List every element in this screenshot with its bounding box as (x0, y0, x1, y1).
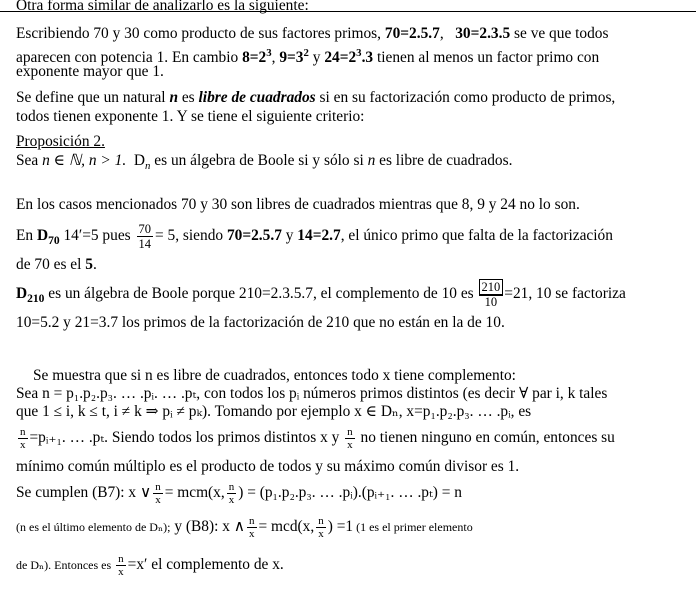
proposition-title: Proposición 2. (16, 133, 105, 150)
para4-line2: de 70 es el 5. (16, 256, 97, 273)
fraction-210-10: $\frac{210}{10}$ (481, 280, 501, 309)
para6-line6: Se cumplen (B7): x ∨ $\frac{n}{x}$ = mcm(x, $\frac{n}{x}$ ) = (p₁.p₂.p₃. … .pᵢ).(pᵢ₊₁. … .pₜ) = n (16, 480, 462, 506)
fraction-n-x-6: $\frac{n}{x}$ (318, 514, 324, 540)
para1-line3: exponente mayor que 1. (16, 63, 164, 80)
para6-line7: (n es el último elemento de Dₙ); y (B8): x ∧ $\frac{n}{x}$ = mcd(x, $\frac{n}{x}$ ) =1 (1 es el primer elemento (16, 514, 473, 540)
fraction-n-x-5: $\frac{n}{x}$ (249, 514, 255, 540)
fraction-n-x-7: $\frac{n}{x}$ (118, 552, 124, 578)
para6-line3: que 1 ≤ i, k ≤ t, i ≠ k ⇒ pᵢ ≠ pₖ). Tomando por ejemplo x ∈ Dₙ, x=p₁.p₂.p₃. … .pᵢ, es (16, 403, 532, 420)
para6-line4: $\frac{n}{x}$ =pᵢ₊₁. … .pₜ. Siendo todos los primos distintos x y $\frac{n}{x}$ no tienen ninguno en común, entonces su (20, 425, 615, 451)
fraction-n-x-3: $\frac{n}{x}$ (155, 480, 161, 506)
para1-line2: aparecen con potencia 1. En cambio $8=2^3$, $9=3^2$ y $24=2^3.3$ tienen al menos un factor primo con (16, 47, 600, 67)
para6-line8: de Dₙ). Entonces es $\frac{n}{x}$ =x′ el complemento de x. (16, 552, 284, 578)
para4-line1: En $D_{70}$ 14′=5 pues $\frac{70}{14}$ = 5, siendo 70=2.5.7 y 14=2.7, el único primo que falta de la factorización (16, 222, 613, 251)
para5-line2: 10=5.2 y 21=3.7 los primos de la factorización de 210 que no están en la de 10. (16, 314, 505, 331)
para3: En los casos mencionados 70 y 30 son libres de cuadrados mientras que 8, 9 y 24 no lo son. (16, 196, 580, 213)
para2-line2: todos tienen exponente 1. Y se tiene el siguiente criterio: (16, 108, 365, 125)
fraction-n-x: $\frac{n}{x}$ (20, 425, 26, 451)
proposition-text: Sea n ∈ ℕ, n > 1. $D_n$ es un álgebra de Boole si y sólo si n es libre de cuadrados. (16, 152, 513, 173)
fraction-n-x-2: $\frac{n}{x}$ (347, 425, 353, 451)
para2-line1: Se define que un natural n es libre de cuadrados si en su factorización como producto de primos, (16, 89, 616, 106)
para1-line1: Escribiendo 70 y 30 como producto de sus factores primos, 70=2.5.7, 30=2.3.5 se ve que todos (16, 25, 609, 42)
para5-line1: $D_{210}$ es un álgebra de Boole porque 210=2.3.5.7, el complemento de 10 es $\frac{210}{10}$ =21, 10 se factoriza (16, 280, 626, 309)
fraction-n-x-4: $\frac{n}{x}$ (228, 480, 235, 506)
para6-line5: mínimo común múltiplo es el producto de todos y su máximo común divisor es 1. (16, 458, 520, 475)
fraction-70-14: $\frac{70}{14}$ (138, 222, 151, 251)
para6-line1: Se muestra que si n es libre de cuadrados, entonces todo x tiene complemento: (33, 367, 516, 384)
para6-line2: Sea n = p₁.p₂.p₃. … .pᵢ. … .pₜ, con todos los pᵢ números primos distintos (es decir ∀ par i, k tales (16, 385, 608, 402)
section-heading: Otra forma similar de analizarlo es la siguiente: (16, 0, 309, 14)
